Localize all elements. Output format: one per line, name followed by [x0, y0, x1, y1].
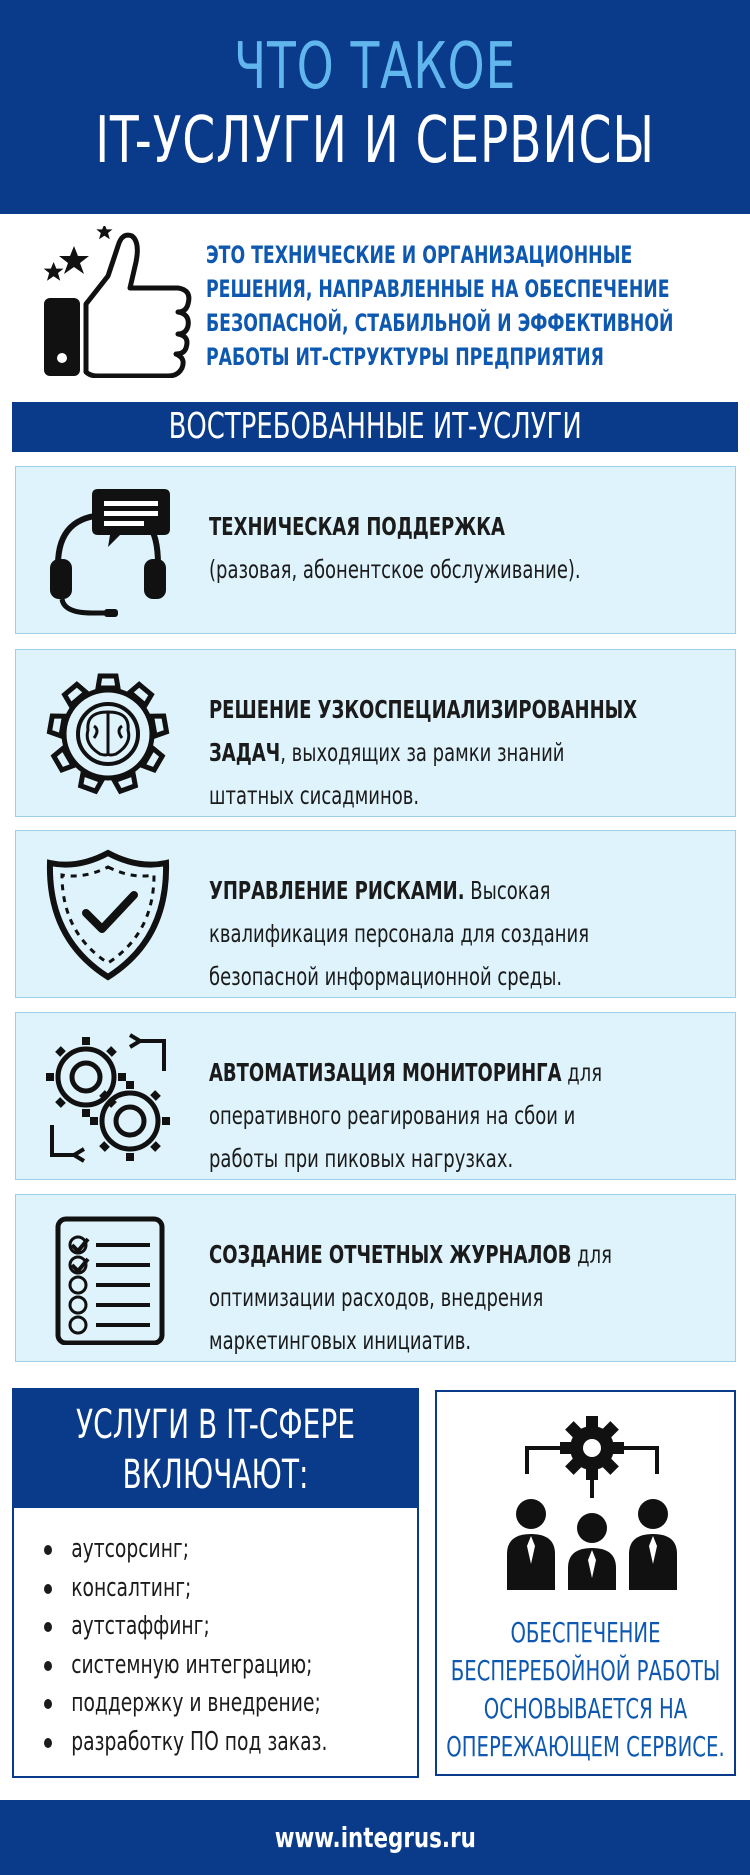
service-line-3: работы при пиковых нагрузках. — [209, 1144, 514, 1173]
continuity-box — [435, 1390, 736, 1776]
service-title: ТЕХНИЧЕСКАЯ ПОДДЕРЖКА — [209, 512, 505, 541]
services-list — [44, 1530, 412, 1761]
gear-brain-icon — [42, 668, 174, 800]
service-line-2: оптимизации расходов, внедрения — [209, 1283, 544, 1312]
services-title-line-2: ВКЛЮЧАЮТ: — [122, 1452, 309, 1498]
service-card-monitoring — [15, 1012, 736, 1180]
services-title-line-1: УСЛУГИ В IT-СФЕРЕ — [76, 1402, 355, 1448]
footer-link[interactable]: www.integrus.ru — [274, 1821, 476, 1854]
list-item: системную интеграцию; — [44, 1646, 412, 1685]
intro-line-2: РЕШЕНИЯ, НАПРАВЛЕННЫЕ НА ОБЕСПЕЧЕНИЕ — [206, 275, 670, 303]
service-text: УПРАВЛЕНИЕ РИСКАМИ. Высокая квалификация персонала для создания безопасной информационной среды. — [209, 869, 721, 998]
footer-bar — [0, 1800, 750, 1875]
header-banner — [0, 0, 750, 214]
service-card-support — [15, 466, 736, 634]
intro-line-1: ЭТО ТЕХНИЧЕСКИЕ И ОРГАНИЗАЦИОННЫЕ — [206, 241, 633, 269]
thumbs-up-stars-icon — [38, 226, 198, 378]
list-item: аутсорсинг; — [44, 1530, 412, 1569]
continuity-text: ОБЕСПЕЧЕНИЕ БЕСПЕРЕБОЙНОЙ РАБОТЫ ОСНОВЫВАЕТСЯ НА ОПЕРЕЖАЮЩЕМ СЕРВИСЕ. — [446, 1616, 725, 1763]
service-text — [209, 505, 721, 591]
service-text: АВТОМАТИЗАЦИЯ МОНИТОРИНГА для оперативного реагирования на сбои и работы при пиковых нагрузках. — [209, 1051, 721, 1180]
service-title: СОЗДАНИЕ ОТЧЕТНЫХ ЖУРНАЛОВ — [209, 1240, 572, 1269]
title-line-2: IT-УСЛУГИ И СЕРВИСЫ — [95, 104, 655, 178]
service-card-risks — [15, 830, 736, 998]
service-line-3: штатных сисадминов. — [209, 781, 420, 810]
service-text: СОЗДАНИЕ ОТЧЕТНЫХ ЖУРНАЛОВ для оптимизации расходов, внедрения маркетинговых инициатив. — [209, 1233, 721, 1362]
list-item: аутстаффинг; — [44, 1607, 412, 1646]
list-item: поддержку и внедрение; — [44, 1684, 412, 1723]
service-line-2: (разовая, абонентское обслуживание). — [209, 555, 581, 584]
shield-check-icon — [42, 849, 174, 981]
service-title: РЕШЕНИЕ УЗКОСПЕЦИАЛИЗИРОВАННЫХ — [209, 695, 638, 724]
title-line-1: ЧТО ТАКОЕ — [233, 30, 517, 104]
service-title: АВТОМАТИЗАЦИЯ МОНИТОРИНГА — [209, 1058, 562, 1087]
service-line-3: безопасной информационной среды. — [209, 962, 563, 991]
service-card-specialized — [15, 649, 736, 817]
intro-description — [206, 238, 718, 374]
headset-chat-icon — [42, 485, 174, 617]
team-gear-icon — [507, 1414, 677, 1590]
service-line-2: квалификация персонала для создания — [209, 919, 590, 948]
intro-line-4: РАБОТЫ ИТ-СТРУКТУРЫ ПРЕДПРИЯТИЯ — [206, 343, 604, 371]
services-list-header — [14, 1390, 417, 1508]
list-item: консалтинг; — [44, 1569, 412, 1608]
section-title-bar — [12, 402, 738, 452]
service-card-reports — [15, 1194, 736, 1362]
intro-line-3: БЕЗОПАСНОЙ, СТАБИЛЬНОЙ И ЭФФЕКТИВНОЙ — [206, 309, 674, 337]
services-list-box — [12, 1388, 419, 1778]
checklist-icon — [42, 1213, 174, 1345]
service-line-3: маркетинговых инициатив. — [209, 1326, 472, 1355]
service-text: РЕШЕНИЕ УЗКОСПЕЦИАЛИЗИРОВАННЫХ ЗАДАЧ, выходящих за рамки знаний штатных сисадминов. — [209, 688, 721, 817]
section-title: ВОСТРЕБОВАННЫЕ ИТ-УСЛУГИ — [168, 406, 582, 447]
list-item: разработку ПО под заказ. — [44, 1723, 412, 1762]
service-title: УПРАВЛЕНИЕ РИСКАМИ. — [209, 876, 465, 905]
service-line-2: оперативного реагирования на сбои и — [209, 1101, 576, 1130]
gears-cycle-icon — [42, 1031, 174, 1163]
